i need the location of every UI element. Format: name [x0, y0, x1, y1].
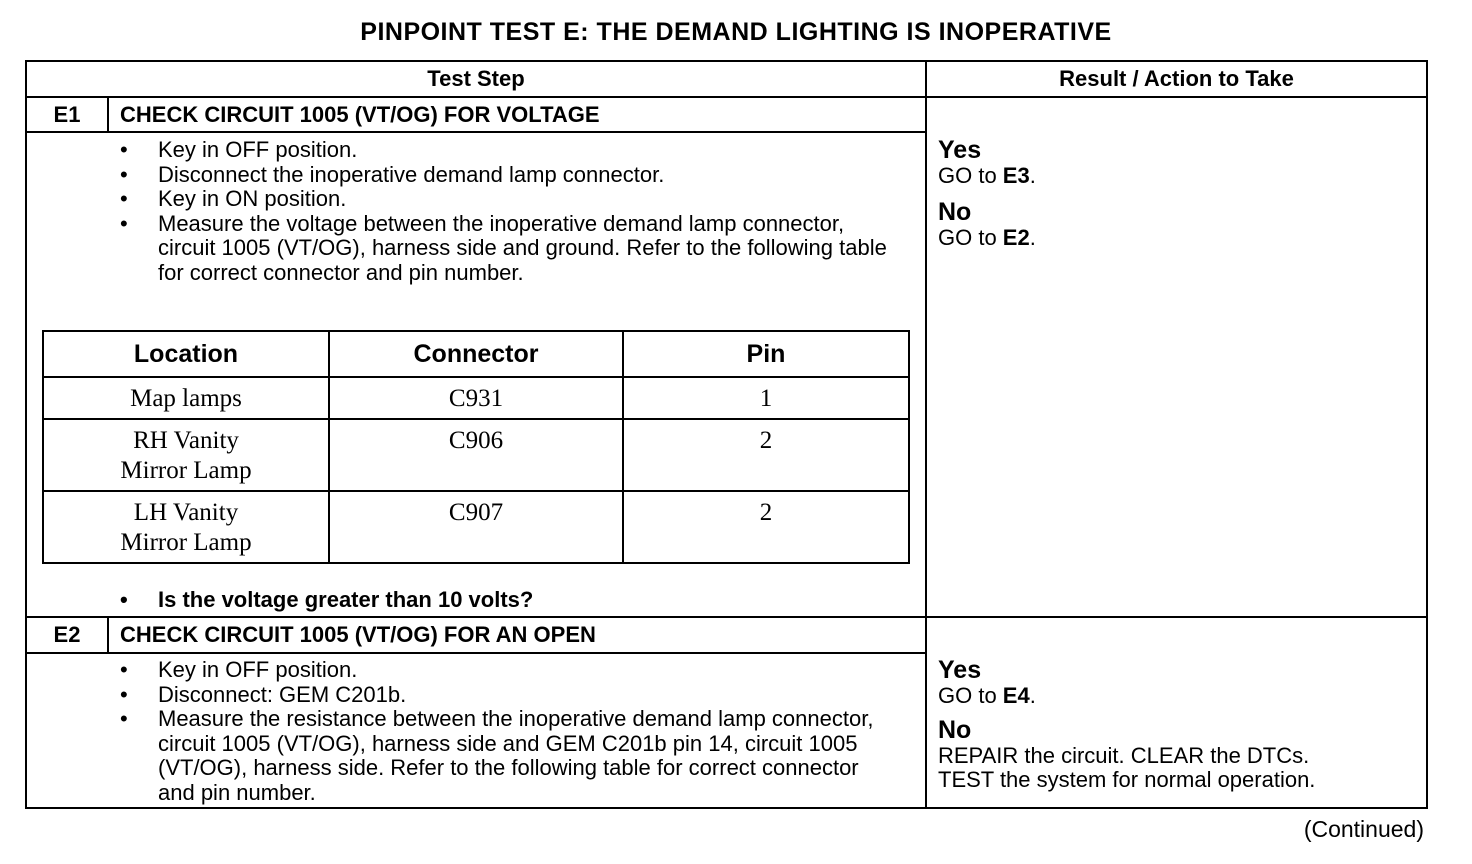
yes-action — [938, 164, 1418, 188]
no-action-line-2: TEST the system for normal operation. — [938, 767, 1316, 792]
action-suffix: . — [1029, 683, 1036, 708]
column-header-pin: Pin — [623, 331, 909, 377]
result-e1 — [938, 136, 1418, 250]
table-cell-connector: C931 — [329, 377, 623, 419]
no-action-line-1: REPAIR the circuit. CLEAR the DTCs. — [938, 743, 1310, 768]
step-instructions-e1 — [116, 138, 906, 285]
step-question-e1 — [116, 588, 906, 613]
result-e2 — [938, 656, 1424, 792]
list-item: • Disconnect the inoperative demand lamp connector. — [116, 163, 906, 188]
action-suffix: . — [1029, 163, 1036, 188]
table-row — [43, 491, 909, 563]
column-header-connector: Connector — [329, 331, 623, 377]
step-instructions-e2 — [116, 658, 896, 805]
no-label: No — [938, 198, 972, 226]
question-item: • Is the voltage greater than 10 volts? — [116, 588, 906, 613]
table-row — [43, 419, 909, 491]
list-item: • Measure the voltage between the inoperative demand lamp connector, circuit 1005 (VT/OG), harness side and ground. Refer to the following table for correct connector and pin number. — [116, 212, 906, 286]
yes-label: Yes — [938, 656, 982, 684]
action-text: GO to — [938, 163, 1003, 188]
column-header-location: Location — [43, 331, 329, 377]
action-suffix: . — [1029, 225, 1036, 250]
action-text: GO to — [938, 683, 1003, 708]
list-item: • Measure the resistance between the inoperative demand lamp connector, circuit 1005 (VT/OG), harness side and GEM C201b pin 14, circuit 1005 (VT/OG), harness side. Refer to the following table for correct connector and pin number. — [116, 707, 896, 805]
step-link-e4: E4 — [1002, 683, 1030, 708]
pin-table — [42, 330, 910, 564]
step-link-e2: E2 — [1002, 225, 1030, 250]
list-item: • Key in OFF position. — [116, 658, 896, 683]
step-id-e1: E1 — [53, 102, 81, 127]
action-text: GO to — [938, 225, 1003, 250]
list-item: • Key in OFF position. — [116, 138, 906, 163]
table-row — [43, 377, 909, 419]
result-header: Result / Action to Take — [1059, 66, 1294, 91]
yes-action — [938, 684, 1424, 708]
table-cell-location: Map lamps — [43, 377, 329, 419]
table-cell-connector: C906 — [329, 419, 623, 491]
page-title: PINPOINT TEST E: THE DEMAND LIGHTING IS INOPERATIVE — [360, 18, 1112, 46]
table-cell-location: LH Vanity Mirror Lamp — [43, 491, 329, 563]
continued-label: (Continued) — [1303, 816, 1424, 842]
step-id-e2: E2 — [53, 622, 81, 647]
no-action — [938, 226, 1418, 250]
step-link-e3: E3 — [1002, 163, 1030, 188]
test-step-header: Test Step — [427, 66, 525, 91]
yes-label: Yes — [938, 136, 982, 164]
table-cell-pin: 2 — [623, 491, 909, 563]
list-item: • Key in ON position. — [116, 187, 906, 212]
table-cell-connector: C907 — [329, 491, 623, 563]
table-cell-pin: 2 — [623, 419, 909, 491]
no-label: No — [938, 716, 972, 744]
table-cell-pin: 1 — [623, 377, 909, 419]
step-heading-e1: CHECK CIRCUIT 1005 (VT/OG) FOR VOLTAGE — [120, 102, 600, 127]
table-cell-location: RH Vanity Mirror Lamp — [43, 419, 329, 491]
list-item: • Disconnect: GEM C201b. — [116, 683, 896, 708]
step-heading-e2: CHECK CIRCUIT 1005 (VT/OG) FOR AN OPEN — [120, 622, 596, 647]
